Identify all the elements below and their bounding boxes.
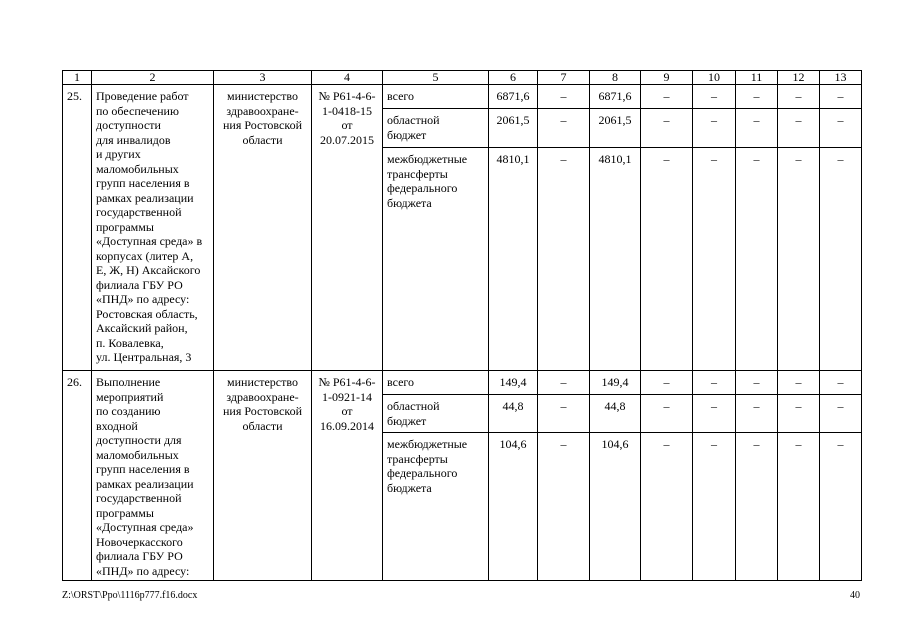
executor: министерство здравоохране- ния Ростовской области [214, 85, 312, 371]
value-cell: – [820, 148, 862, 371]
document-number: № Р61-4-6- 1-0921-14 от 16.09.2014 [312, 371, 383, 581]
value-cell: – [693, 85, 736, 109]
funding-table [62, 70, 862, 581]
value-cell: – [820, 109, 862, 148]
value-cell: – [693, 433, 736, 581]
value-cell: – [778, 85, 820, 109]
event-description: Проведение работ по обеспечению доступности для инвалидов и других маломобильных групп населения в рамках реализации государственной программы «Доступная среда» в корпусах (литер А, Е, Ж, Н) Аксайского филиала ГБУ РО «ПНД» по адресу: Ростовская область, Аксайский район, п. Ковалевка, ул. Центральная, 3 [92, 85, 214, 371]
value-cell: 6871,6 [489, 85, 538, 109]
value-cell: – [641, 371, 693, 395]
value-cell: – [538, 371, 590, 395]
value-cell: 6871,6 [590, 85, 641, 109]
value-cell: 2061,5 [590, 109, 641, 148]
value-cell: – [820, 433, 862, 581]
header-cell-13: 13 [820, 71, 862, 85]
value-cell: 149,4 [590, 371, 641, 395]
executor: министерство здравоохране- ния Ростовской области [214, 371, 312, 581]
funding-source: областной бюджет [383, 109, 489, 148]
value-cell: 149,4 [489, 371, 538, 395]
value-cell: – [736, 433, 778, 581]
event-description: Выполнение мероприятий по созданию входной доступности для маломобильных групп населения в рамках реализации государственной программы «Доступная среда» Новочеркасского филиала ГБУ РО «ПНД» по адресу: [92, 371, 214, 581]
value-cell: – [693, 395, 736, 433]
value-cell: – [538, 148, 590, 371]
row-number: 25. [63, 85, 92, 371]
row-number: 26. [63, 371, 92, 581]
value-cell: – [693, 148, 736, 371]
value-cell: – [778, 109, 820, 148]
funding-source: областной бюджет [383, 395, 489, 433]
value-cell: – [693, 371, 736, 395]
value-cell: 44,8 [489, 395, 538, 433]
value-cell: – [820, 395, 862, 433]
document-number: № Р61-4-6- 1-0418-15 от 20.07.2015 [312, 85, 383, 371]
value-cell: – [538, 433, 590, 581]
value-cell: – [641, 85, 693, 109]
header-cell-12: 12 [778, 71, 820, 85]
header-row [63, 71, 862, 85]
value-cell: – [641, 395, 693, 433]
value-cell: 2061,5 [489, 109, 538, 148]
header-cell-5: 5 [383, 71, 489, 85]
table-row [63, 371, 862, 395]
header-cell-10: 10 [693, 71, 736, 85]
header-cell-6: 6 [489, 71, 538, 85]
value-cell: 44,8 [590, 395, 641, 433]
value-cell: – [736, 148, 778, 371]
header-cell-2: 2 [92, 71, 214, 85]
header-cell-4: 4 [312, 71, 383, 85]
header-cell-11: 11 [736, 71, 778, 85]
value-cell: – [538, 85, 590, 109]
funding-source: межбюджетные трансферты федерального бюджета [383, 433, 489, 581]
funding-source: всего [383, 371, 489, 395]
header-cell-9: 9 [641, 71, 693, 85]
value-cell: – [736, 371, 778, 395]
header-cell-7: 7 [538, 71, 590, 85]
value-cell: – [778, 395, 820, 433]
value-cell: – [736, 109, 778, 148]
value-cell: – [778, 148, 820, 371]
value-cell: – [778, 371, 820, 395]
value-cell: – [820, 371, 862, 395]
value-cell: – [693, 109, 736, 148]
value-cell: – [736, 85, 778, 109]
header-cell-8: 8 [590, 71, 641, 85]
header-cell-1: 1 [63, 71, 92, 85]
value-cell: 4810,1 [590, 148, 641, 371]
value-cell: – [820, 85, 862, 109]
value-cell: – [778, 433, 820, 581]
value-cell: – [538, 109, 590, 148]
value-cell: – [736, 395, 778, 433]
funding-source: всего [383, 85, 489, 109]
value-cell: 4810,1 [489, 148, 538, 371]
page-number: 40 [850, 590, 860, 601]
value-cell: 104,6 [590, 433, 641, 581]
value-cell: – [538, 395, 590, 433]
value-cell: – [641, 109, 693, 148]
header-cell-3: 3 [214, 71, 312, 85]
table-row [63, 85, 862, 109]
value-cell: – [641, 148, 693, 371]
funding-source: межбюджетные трансферты федерального бюджета [383, 148, 489, 371]
value-cell: – [641, 433, 693, 581]
value-cell: 104,6 [489, 433, 538, 581]
footer-file-path: Z:\ORST\Ppo\1116p777.f16.docx [62, 590, 198, 601]
